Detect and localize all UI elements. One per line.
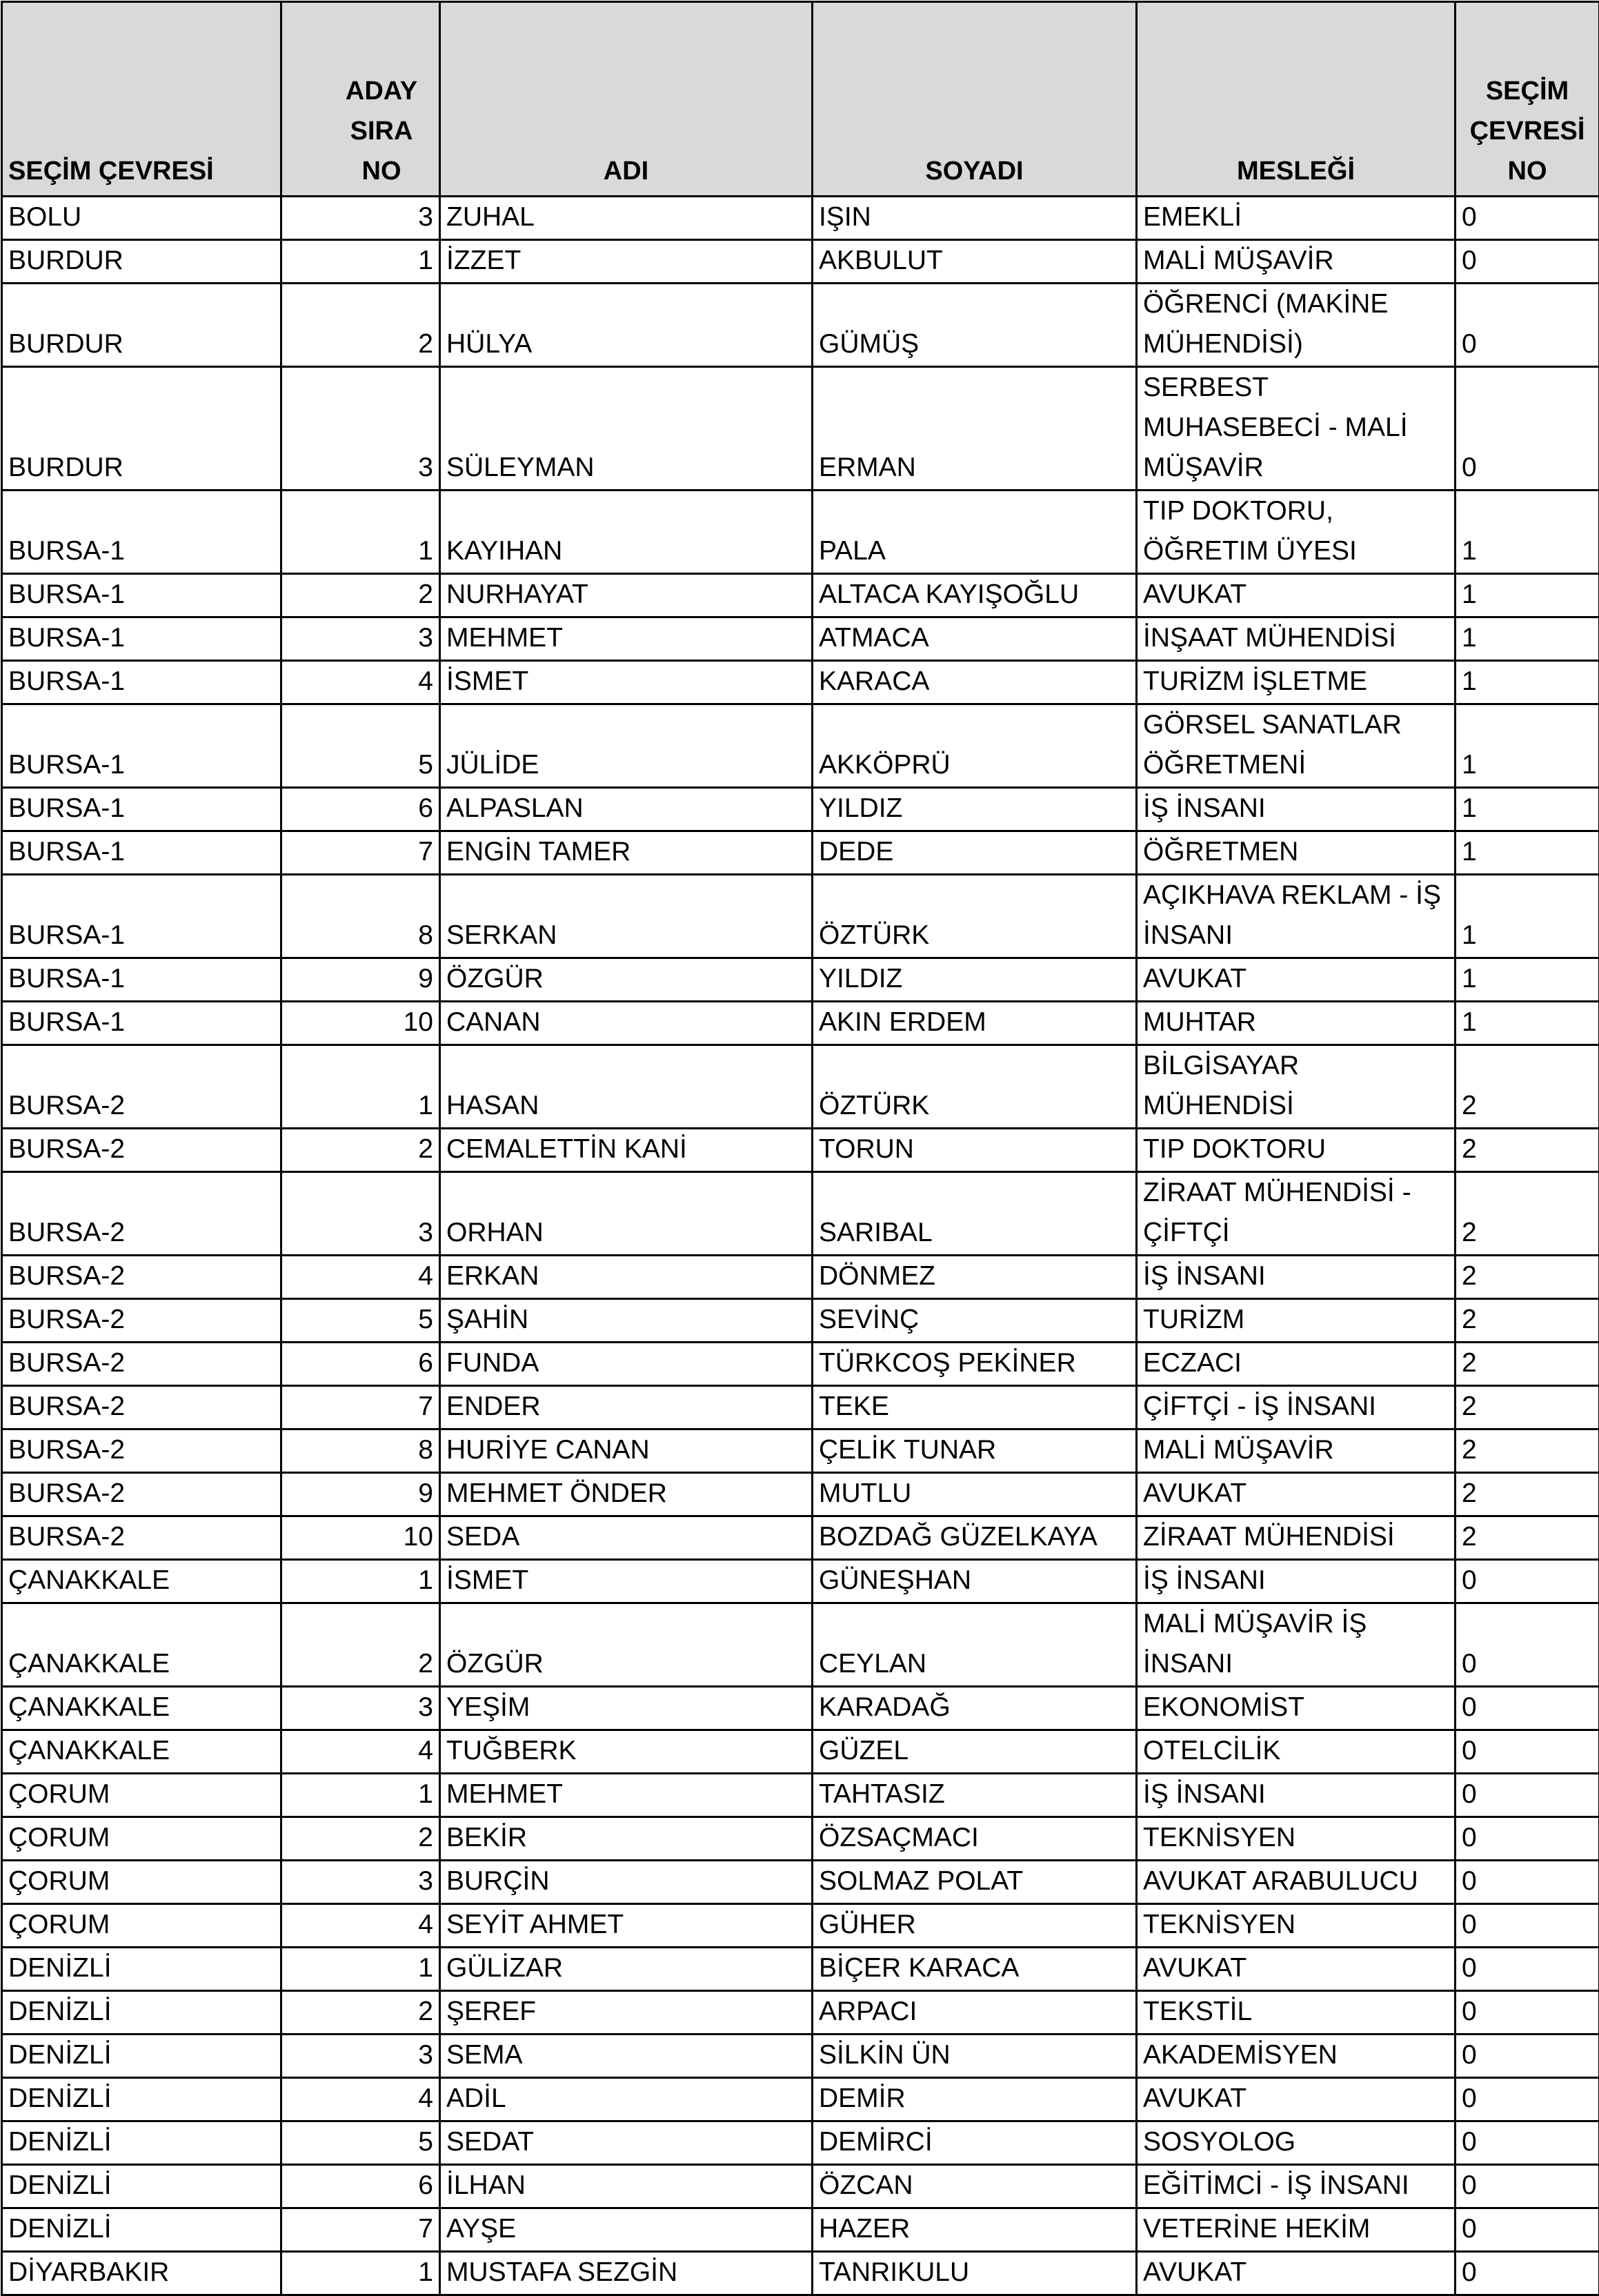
cell-district-no: 1 (1456, 831, 1599, 875)
table-row (2, 1429, 1599, 1473)
cell-rank: 1 (281, 240, 440, 284)
cell-name: HURİYE CANAN (440, 1429, 813, 1473)
cell-rank: 1 (281, 1948, 440, 1991)
cell-name: YEŞİM (440, 1687, 813, 1730)
cell-rank: 4 (281, 2078, 440, 2121)
cell-surname: SİLKİN ÜN (813, 2035, 1137, 2078)
cell-district-no: 0 (1456, 2165, 1599, 2208)
cell-name: İLHAN (440, 2165, 813, 2208)
table-row (2, 284, 1599, 367)
cell-surname: TEKE (813, 1386, 1137, 1429)
cell-district-no: 2 (1456, 1299, 1599, 1343)
table-row (2, 2165, 1599, 2208)
cell-surname: KARADAĞ (813, 1687, 1137, 1730)
cell-surname: ERMAN (813, 367, 1137, 491)
table-row (2, 958, 1599, 1002)
cell-district-no: 0 (1456, 1730, 1599, 1774)
cell-occupation: MUHTAR (1137, 1002, 1456, 1045)
cell-name: MUSTAFA SEZGİN (440, 2252, 813, 2295)
cell-rank: 5 (281, 704, 440, 788)
cell-district-no: 0 (1456, 1991, 1599, 2035)
cell-district: BURSA-2 (2, 1299, 281, 1343)
cell-name: SERKAN (440, 875, 813, 958)
cell-district: DENİZLİ (2, 2078, 281, 2121)
cell-district-no: 1 (1456, 788, 1599, 831)
cell-rank: 4 (281, 661, 440, 704)
cell-surname: AKIN ERDEM (813, 1002, 1137, 1045)
cell-district: ÇANAKKALE (2, 1730, 281, 1774)
cell-rank: 2 (281, 284, 440, 367)
cell-rank: 2 (281, 1817, 440, 1861)
cell-surname: IŞIN (813, 197, 1137, 240)
cell-rank: 7 (281, 1386, 440, 1429)
cell-occupation: GÖRSEL SANATLAR ÖĞRETMENİ (1137, 704, 1456, 788)
cell-occupation: AVUKAT ARABULUCU (1137, 1861, 1456, 1904)
cell-name: TUĞBERK (440, 1730, 813, 1774)
table-row (2, 367, 1599, 491)
cell-rank: 4 (281, 1730, 440, 1774)
cell-surname: DEMİR (813, 2078, 1137, 2121)
cell-district: BURSA-1 (2, 1002, 281, 1045)
cell-rank: 3 (281, 1861, 440, 1904)
table-row (2, 1991, 1599, 2035)
cell-name: CEMALETTİN KANİ (440, 1129, 813, 1172)
cell-rank: 8 (281, 875, 440, 958)
table-row (2, 491, 1599, 574)
cell-surname: TANRIKULU (813, 2252, 1137, 2295)
cell-district-no: 1 (1456, 875, 1599, 958)
cell-district-no: 0 (1456, 2208, 1599, 2252)
cell-name: ÖZGÜR (440, 958, 813, 1002)
cell-name: ENDER (440, 1386, 813, 1429)
cell-district-no: 0 (1456, 2121, 1599, 2165)
cell-occupation: SOSYOLOG (1137, 2121, 1456, 2165)
cell-rank: 3 (281, 2035, 440, 2078)
cell-rank: 7 (281, 2208, 440, 2252)
cell-name: MEHMET ÖNDER (440, 1473, 813, 1516)
cell-rank: 1 (281, 1560, 440, 1603)
table-row (2, 2252, 1599, 2295)
cell-district-no: 0 (1456, 1948, 1599, 1991)
cell-surname: GÜZEL (813, 1730, 1137, 1774)
cell-district: BURSA-2 (2, 1172, 281, 1256)
cell-rank: 7 (281, 831, 440, 875)
header-secim-cevresi: SEÇİM ÇEVRESİ (2, 2, 281, 197)
cell-occupation: TEKNİSYEN (1137, 1904, 1456, 1948)
cell-occupation: SERBEST MUHASEBECİ - MALİ MÜŞAVİR (1137, 367, 1456, 491)
cell-district-no: 0 (1456, 240, 1599, 284)
table-row (2, 1002, 1599, 1045)
table-row (2, 1256, 1599, 1299)
header-adi: ADI (440, 2, 813, 197)
header-aday-sira-no (281, 2, 440, 197)
candidate-table (1, 1, 1599, 2296)
cell-surname: YILDIZ (813, 958, 1137, 1002)
cell-surname: HAZER (813, 2208, 1137, 2252)
cell-district-no: 1 (1456, 574, 1599, 617)
cell-occupation: AVUKAT (1137, 1948, 1456, 1991)
cell-district: ÇORUM (2, 1861, 281, 1904)
table-row (2, 1603, 1599, 1687)
cell-rank: 9 (281, 958, 440, 1002)
cell-district-no: 0 (1456, 197, 1599, 240)
table-row (2, 574, 1599, 617)
cell-rank: 1 (281, 1774, 440, 1817)
cell-district-no: 1 (1456, 491, 1599, 574)
cell-district-no: 2 (1456, 1343, 1599, 1386)
cell-district: BURSA-1 (2, 958, 281, 1002)
cell-surname: TAHTASIZ (813, 1774, 1137, 1817)
cell-surname: ÖZCAN (813, 2165, 1137, 2208)
header-aday-sira-no-label: ADAY SIRA NO (330, 71, 433, 191)
cell-surname: BOZDAĞ GÜZELKAYA (813, 1516, 1137, 1560)
table-row (2, 1172, 1599, 1256)
cell-occupation: ZİRAAT MÜHENDİSİ (1137, 1516, 1456, 1560)
cell-district-no: 1 (1456, 661, 1599, 704)
cell-district: BURSA-1 (2, 875, 281, 958)
cell-district-no: 2 (1456, 1172, 1599, 1256)
cell-name: SEMA (440, 2035, 813, 2078)
table-row (2, 1516, 1599, 1560)
table-row (2, 1386, 1599, 1429)
cell-rank: 2 (281, 574, 440, 617)
cell-occupation: MALİ MÜŞAVİR (1137, 1429, 1456, 1473)
header-soyadi: SOYADI (813, 2, 1137, 197)
table-row (2, 240, 1599, 284)
table-row (2, 661, 1599, 704)
cell-rank: 3 (281, 1687, 440, 1730)
cell-occupation: MALİ MÜŞAVİR (1137, 240, 1456, 284)
cell-district: BURSA-2 (2, 1129, 281, 1172)
cell-rank: 3 (281, 367, 440, 491)
table-row (2, 2121, 1599, 2165)
cell-occupation: ÖĞRENCİ (MAKİNE MÜHENDİSİ) (1137, 284, 1456, 367)
cell-name: ŞEREF (440, 1991, 813, 2035)
cell-surname: SARIBAL (813, 1172, 1137, 1256)
cell-district: BURSA-1 (2, 661, 281, 704)
cell-district: BOLU (2, 197, 281, 240)
cell-name: ŞAHİN (440, 1299, 813, 1343)
cell-occupation: BİLGİSAYAR MÜHENDİSİ (1137, 1045, 1456, 1129)
cell-district-no: 0 (1456, 1774, 1599, 1817)
cell-occupation: MALİ MÜŞAVİR İŞ İNSANI (1137, 1603, 1456, 1687)
cell-name: BURÇİN (440, 1861, 813, 1904)
cell-name: GÜLİZAR (440, 1948, 813, 1991)
cell-district-no: 2 (1456, 1256, 1599, 1299)
cell-rank: 3 (281, 617, 440, 661)
table-row (2, 831, 1599, 875)
cell-surname: SEVİNÇ (813, 1299, 1137, 1343)
cell-name: ZUHAL (440, 197, 813, 240)
cell-rank: 6 (281, 2165, 440, 2208)
table-row (2, 788, 1599, 831)
cell-name: İZZET (440, 240, 813, 284)
cell-district: BURSA-2 (2, 1256, 281, 1299)
table-row (2, 875, 1599, 958)
cell-occupation: İŞ İNSANI (1137, 1560, 1456, 1603)
cell-name: HÜLYA (440, 284, 813, 367)
cell-occupation: EMEKLİ (1137, 197, 1456, 240)
cell-district: ÇORUM (2, 1774, 281, 1817)
header-row (2, 2, 1599, 197)
table-row (2, 2078, 1599, 2121)
cell-name: SEYİT AHMET (440, 1904, 813, 1948)
table-row (2, 617, 1599, 661)
cell-name: ALPASLAN (440, 788, 813, 831)
cell-name: AYŞE (440, 2208, 813, 2252)
cell-name: SEDAT (440, 2121, 813, 2165)
cell-occupation: AVUKAT (1137, 2252, 1456, 2295)
table-row (2, 1343, 1599, 1386)
cell-occupation: TIP DOKTORU (1137, 1129, 1456, 1172)
cell-name: ORHAN (440, 1172, 813, 1256)
cell-district-no: 0 (1456, 2035, 1599, 2078)
table-row (2, 2208, 1599, 2252)
cell-district-no: 2 (1456, 1473, 1599, 1516)
cell-rank: 8 (281, 1429, 440, 1473)
cell-occupation: İŞ İNSANI (1137, 1256, 1456, 1299)
cell-rank: 5 (281, 1299, 440, 1343)
cell-district: ÇORUM (2, 1817, 281, 1861)
cell-surname: TORUN (813, 1129, 1137, 1172)
cell-district: DENİZLİ (2, 2035, 281, 2078)
cell-occupation: EKONOMİST (1137, 1687, 1456, 1730)
cell-occupation: ECZACI (1137, 1343, 1456, 1386)
cell-occupation: AVUKAT (1137, 1473, 1456, 1516)
cell-rank: 1 (281, 2252, 440, 2295)
cell-rank: 1 (281, 1045, 440, 1129)
cell-district: BURDUR (2, 284, 281, 367)
cell-occupation: TURİZM (1137, 1299, 1456, 1343)
cell-surname: TÜRKCOŞ PEKİNER (813, 1343, 1137, 1386)
cell-district: DİYARBAKIR (2, 2252, 281, 2295)
cell-surname: DEMİRCİ (813, 2121, 1137, 2165)
cell-district: BURSA-1 (2, 491, 281, 574)
cell-rank: 2 (281, 1603, 440, 1687)
table-row (2, 1861, 1599, 1904)
cell-district-no: 1 (1456, 617, 1599, 661)
cell-name: MEHMET (440, 617, 813, 661)
cell-district-no: 0 (1456, 1904, 1599, 1948)
cell-occupation: İŞ İNSANI (1137, 1774, 1456, 1817)
table-row (2, 2035, 1599, 2078)
cell-district-no: 1 (1456, 1002, 1599, 1045)
cell-name: SÜLEYMAN (440, 367, 813, 491)
cell-surname: MUTLU (813, 1473, 1137, 1516)
cell-surname: ALTACA KAYIŞOĞLU (813, 574, 1137, 617)
cell-surname: AKBULUT (813, 240, 1137, 284)
cell-district: BURSA-1 (2, 831, 281, 875)
cell-surname: ÖZTÜRK (813, 875, 1137, 958)
cell-surname: DÖNMEZ (813, 1256, 1137, 1299)
cell-name: MEHMET (440, 1774, 813, 1817)
cell-rank: 10 (281, 1002, 440, 1045)
cell-district-no: 0 (1456, 1603, 1599, 1687)
cell-district: DENİZLİ (2, 1948, 281, 1991)
cell-surname: GÜNEŞHAN (813, 1560, 1137, 1603)
cell-surname: GÜHER (813, 1904, 1137, 1948)
cell-surname: ATMACA (813, 617, 1137, 661)
cell-rank: 6 (281, 788, 440, 831)
cell-name: İSMET (440, 1560, 813, 1603)
cell-district-no: 0 (1456, 367, 1599, 491)
cell-district: ÇORUM (2, 1904, 281, 1948)
cell-name: NURHAYAT (440, 574, 813, 617)
cell-rank: 2 (281, 1129, 440, 1172)
table-row (2, 704, 1599, 788)
cell-occupation: AVUKAT (1137, 574, 1456, 617)
cell-district-no: 0 (1456, 1817, 1599, 1861)
cell-name: ÖZGÜR (440, 1603, 813, 1687)
cell-rank: 3 (281, 1172, 440, 1256)
cell-district: BURSA-2 (2, 1386, 281, 1429)
cell-district: DENİZLİ (2, 2165, 281, 2208)
cell-occupation: TIP DOKTORU, ÖĞRETIM ÜYESI (1137, 491, 1456, 574)
table-row (2, 1473, 1599, 1516)
cell-name: İSMET (440, 661, 813, 704)
cell-name: ADİL (440, 2078, 813, 2121)
cell-district-no: 2 (1456, 1429, 1599, 1473)
cell-district: BURSA-1 (2, 617, 281, 661)
cell-surname: CEYLAN (813, 1603, 1137, 1687)
header-meslegi: MESLEĞİ (1137, 2, 1456, 197)
cell-district-no: 0 (1456, 1861, 1599, 1904)
cell-name: BEKİR (440, 1817, 813, 1861)
cell-name: JÜLİDE (440, 704, 813, 788)
cell-district: ÇANAKKALE (2, 1560, 281, 1603)
cell-occupation: TEKSTİL (1137, 1991, 1456, 2035)
cell-occupation: ÇİFTÇİ - İŞ İNSANI (1137, 1386, 1456, 1429)
cell-district-no: 1 (1456, 958, 1599, 1002)
cell-district-no: 2 (1456, 1045, 1599, 1129)
cell-surname: BİÇER KARACA (813, 1948, 1137, 1991)
cell-surname: DEDE (813, 831, 1137, 875)
cell-district: BURSA-2 (2, 1429, 281, 1473)
cell-occupation: İNŞAAT MÜHENDİSİ (1137, 617, 1456, 661)
cell-district-no: 2 (1456, 1129, 1599, 1172)
cell-occupation: ÖĞRETMEN (1137, 831, 1456, 875)
table-row (2, 1129, 1599, 1172)
cell-occupation: VETERİNE HEKİM (1137, 2208, 1456, 2252)
cell-name: SEDA (440, 1516, 813, 1560)
table-row (2, 1045, 1599, 1129)
cell-rank: 4 (281, 1904, 440, 1948)
cell-district: BURSA-1 (2, 704, 281, 788)
cell-name: FUNDA (440, 1343, 813, 1386)
cell-occupation: TURİZM İŞLETME (1137, 661, 1456, 704)
cell-surname: GÜMÜŞ (813, 284, 1137, 367)
cell-name: KAYIHAN (440, 491, 813, 574)
cell-rank: 5 (281, 2121, 440, 2165)
cell-surname: ÇELİK TUNAR (813, 1429, 1137, 1473)
cell-rank: 6 (281, 1343, 440, 1386)
cell-district-no: 0 (1456, 2078, 1599, 2121)
cell-occupation: AVUKAT (1137, 958, 1456, 1002)
cell-district: BURSA-2 (2, 1516, 281, 1560)
table-row (2, 1948, 1599, 1991)
cell-district-no: 0 (1456, 2252, 1599, 2295)
cell-occupation: İŞ İNSANI (1137, 788, 1456, 831)
table-body (2, 197, 1599, 2295)
cell-surname: YILDIZ (813, 788, 1137, 831)
cell-occupation: AÇIKHAVA REKLAM - İŞ İNSANI (1137, 875, 1456, 958)
cell-occupation: ZİRAAT MÜHENDİSİ - ÇİFTÇİ (1137, 1172, 1456, 1256)
cell-district: BURSA-2 (2, 1045, 281, 1129)
cell-name: HASAN (440, 1045, 813, 1129)
table-row (2, 1299, 1599, 1343)
cell-district: BURSA-1 (2, 788, 281, 831)
cell-occupation: AKADEMİSYEN (1137, 2035, 1456, 2078)
cell-district: BURSA-2 (2, 1473, 281, 1516)
cell-surname: ÖZSAÇMACI (813, 1817, 1137, 1861)
table-row (2, 1774, 1599, 1817)
cell-district: BURSA-2 (2, 1343, 281, 1386)
cell-surname: KARACA (813, 661, 1137, 704)
cell-district-no: 2 (1456, 1516, 1599, 1560)
cell-surname: PALA (813, 491, 1137, 574)
cell-district-no: 0 (1456, 284, 1599, 367)
table-row (2, 197, 1599, 240)
table-row (2, 1730, 1599, 1774)
cell-surname: AKKÖPRÜ (813, 704, 1137, 788)
cell-district: ÇANAKKALE (2, 1687, 281, 1730)
table-row (2, 1560, 1599, 1603)
table-row (2, 1687, 1599, 1730)
cell-occupation: OTELCİLİK (1137, 1730, 1456, 1774)
cell-district: BURDUR (2, 367, 281, 491)
cell-surname: ÖZTÜRK (813, 1045, 1137, 1129)
cell-district: DENİZLİ (2, 2208, 281, 2252)
cell-name: CANAN (440, 1002, 813, 1045)
cell-surname: ARPACI (813, 1991, 1137, 2035)
cell-rank: 4 (281, 1256, 440, 1299)
cell-district: DENİZLİ (2, 2121, 281, 2165)
cell-rank: 10 (281, 1516, 440, 1560)
cell-district: BURDUR (2, 240, 281, 284)
cell-district: BURSA-1 (2, 574, 281, 617)
cell-occupation: AVUKAT (1137, 2078, 1456, 2121)
cell-district: ÇANAKKALE (2, 1603, 281, 1687)
cell-surname: SOLMAZ POLAT (813, 1861, 1137, 1904)
cell-rank: 2 (281, 1991, 440, 2035)
cell-district-no: 0 (1456, 1560, 1599, 1603)
cell-district-no: 0 (1456, 1687, 1599, 1730)
header-secim-cevresi-no: SEÇİM ÇEVRESİ NO (1456, 2, 1599, 197)
cell-district: DENİZLİ (2, 1991, 281, 2035)
cell-name: ENGİN TAMER (440, 831, 813, 875)
table-row (2, 1817, 1599, 1861)
cell-district-no: 2 (1456, 1386, 1599, 1429)
cell-occupation: EĞİTİMCİ - İŞ İNSANI (1137, 2165, 1456, 2208)
cell-rank: 1 (281, 491, 440, 574)
cell-occupation: TEKNİSYEN (1137, 1817, 1456, 1861)
cell-rank: 9 (281, 1473, 440, 1516)
cell-rank: 3 (281, 197, 440, 240)
table-row (2, 1904, 1599, 1948)
cell-name: ERKAN (440, 1256, 813, 1299)
cell-district-no: 1 (1456, 704, 1599, 788)
